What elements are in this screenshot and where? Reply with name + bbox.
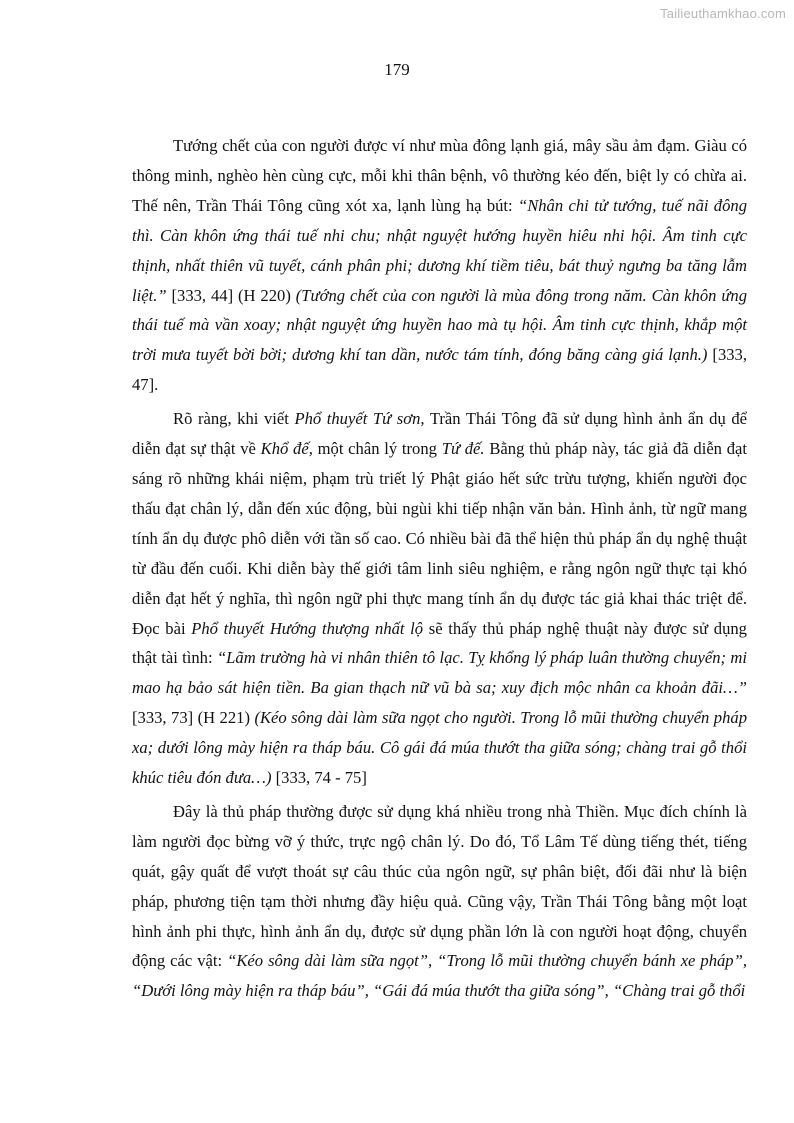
citation: [333, 74 - 75] (271, 768, 367, 788)
italic-quote: “Nhân chi tử tướng, tuế nãi đông thì. Càn khôn ứng thái tuế nhi chu; nhật nguyệt hướng huyền hiêu nhi hội. Âm tinh cực thịnh, nhất thiên vũ tuyết, cánh phân phi; dương khí tiềm tiêu, bát thuỷ ngưng ba tăng lẫm liệt.” (132, 195, 747, 305)
text-run: Rõ ràng, khi viết (173, 409, 295, 429)
citation: [333, 73] (H 221) (132, 708, 255, 728)
italic-quote: “Kéo sông dài làm sữa ngọt”, “Trong lỗ mũi thường chuyển bánh xe pháp”, “Dưới lông mày hiện ra tháp báu”, “Gái đá múa thướt tha giữa sóng”, “Chàng trai gỗ thổi (132, 951, 747, 1001)
italic-title: Phổ thuyết Tứ sơn, (294, 409, 425, 429)
italic-quote: “Lãm trường hà vi nhân thiên tô lạc. Tỵ khổng lý pháp luân thường chuyển; mi mao hạ bảo sát hiện tiền. Ba gian thạch nữ vũ bà sa; xuy địch mộc nhân ca khoản đãi…” (132, 648, 747, 698)
text-run: Trần Thái Tông đã sử dụng hình ảnh ẩn dụ để diễn đạt sự thật về (132, 409, 747, 459)
page-number: 179 (384, 60, 410, 79)
paragraph-3 (132, 797, 747, 1006)
italic-term: Khổ đế, (260, 439, 313, 459)
watermark: Tailieuthamkhao.com (660, 6, 786, 21)
text-run: sẽ thấy thủ pháp nghệ thuật này được sử dụng thật tài tình: (132, 618, 747, 668)
paragraph-1 (132, 131, 747, 400)
text-run: Đây là thủ pháp thường được sử dụng khá nhiều trong nhà Thiền. Mục đích chính là làm người đọc bừng vỡ ý thức, trực ngộ chân lý. Do đó, Tổ Lâm Tế dùng tiếng thét, tiếng quát, gậy quất để vượt thoát sự câu thúc của ngôn ngữ, sự phân biệt, đối đãi như là biện pháp, phương tiện tạm thời nhưng đầy hiệu quả. Cũng vậy, Trần Thái Tông bằng một loạt hình ảnh phi thực, hình ảnh ẩn dụ, được sử dụng phần lớn là con người hoạt động, chuyển động các vật: (132, 801, 747, 971)
text-run: Tướng chết của con người được ví như mùa đông lạnh giá, mây sầu ảm đạm. Giàu có thông minh, nghèo hèn cùng cực, mỗi khi thân bệnh, vô thường kéo đến, biệt ly có chừa ai. Thế nên, Trần Thái Tông cũng xót xa, lạnh lùng hạ bút: (132, 136, 747, 215)
italic-term: Tứ đế. (441, 439, 485, 459)
citation: [333, 44] (H 220) (166, 285, 296, 305)
italic-translation: (Tướng chết của con người là mùa đông trong năm. Càn khôn ứng thái tuế mà vần xoay; nhật nguyệt ứng huyền hao mà tụ hội. Âm tinh cực thịnh, khắp một trời mưa tuyết bời bời; dương khí tan dần, nước tám tính, đóng băng càng giá lạnh.) (132, 285, 747, 365)
document-body (132, 131, 747, 1010)
text-run: một chân lý trong (312, 439, 442, 459)
italic-title: Phổ thuyết Hướng thượng nhất lộ (191, 618, 424, 638)
paragraph-2 (132, 404, 747, 793)
italic-translation: (Kéo sông dài làm sữa ngọt cho người. Trong lỗ mũi thường chuyển pháp xa; dưới lông mày hiện ra tháp báu. Cô gái đá múa thướt tha giữa sóng; chàng trai gỗ thổi khúc tiêu đón đưa…) (132, 708, 747, 788)
text-run: Bằng thủ pháp này, tác giả đã diễn đạt sáng rõ những khái niệm, phạm trù triết lý Phật giáo hết sức trừu tượng, khiến người đọc thấu đạt chân lý, dẫn đến xúc động, bùi ngùi khi tiếp nhận văn bản. Hình ảnh, từ ngữ mang tính ẩn dụ được phô diễn với tần số cao. Có nhiều bài đã thể hiện thủ pháp ẩn dụ nghệ thuật từ đầu đến cuối. Khi diễn bày thế giới tâm linh siêu nghiệm, e rằng ngôn ngữ thực tại khó diễn đạt hết ý nghĩa, thì ngôn ngữ phi thực mang tính ẩn dụ được tác giả khai thác triệt để. Đọc bài (132, 439, 748, 638)
citation: [333, 47]. (132, 345, 747, 395)
